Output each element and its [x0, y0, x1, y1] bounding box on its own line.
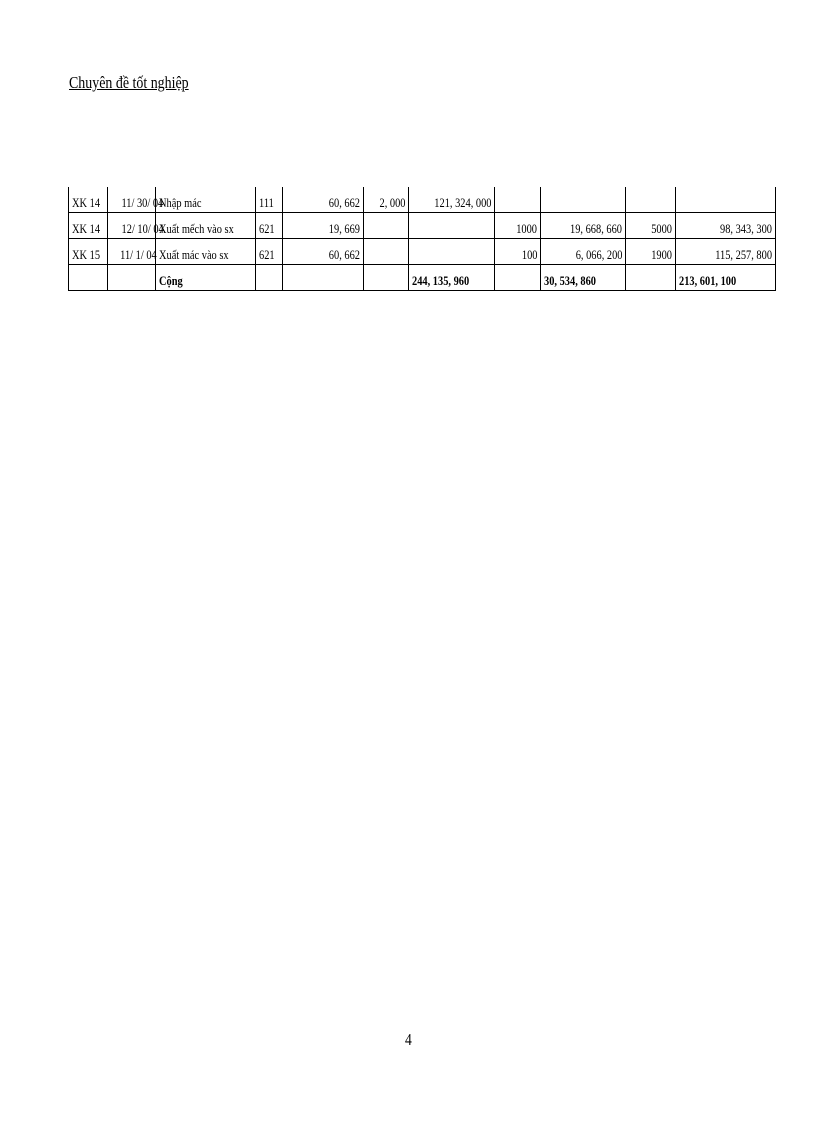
cell-description: Nhập mác: [159, 195, 202, 210]
total-label: Cộng: [159, 273, 183, 288]
cell-out-amount: 6, 066, 200: [575, 247, 622, 262]
page-number: 4: [405, 1030, 412, 1049]
cell-description: Xuất mếch vào sx: [159, 221, 234, 236]
cell-unit-price: 19, 669: [328, 221, 360, 236]
cell-in-amount: 121, 324, 000: [433, 195, 491, 210]
cell-date: 12/ 10/ 04: [121, 221, 164, 236]
cell-voucher: XK 14: [72, 221, 101, 236]
table-total-row: [69, 265, 776, 291]
cell-voucher: XK 15: [72, 247, 101, 262]
cell-out-qty: 1000: [516, 221, 537, 236]
cell-in-qty: 2, 000: [379, 195, 405, 210]
table-row: [69, 187, 776, 213]
cell-date: 11/ 1/ 04: [120, 247, 157, 262]
cell-description: Xuất mác vào sx: [159, 247, 229, 262]
ledger-table: [68, 187, 776, 291]
total-in-amount: 244, 135, 960: [412, 273, 470, 288]
cell-balance-amount: 98, 343, 300: [720, 221, 772, 236]
cell-account: 621: [259, 247, 275, 262]
table-row: [69, 213, 776, 239]
cell-date: 11/ 30/ 04: [121, 195, 164, 210]
cell-unit-price: 60, 662: [328, 195, 360, 210]
ledger-body: [69, 187, 776, 291]
cell-voucher: XK 14: [72, 195, 101, 210]
cell-account: 621: [259, 221, 275, 236]
cell-balance-qty: 1900: [651, 247, 672, 262]
cell-account: 111: [259, 195, 274, 210]
cell-out-amount: 19, 668, 660: [570, 221, 622, 236]
page-header-title: Chuyên đề tốt nghiệp: [69, 73, 189, 92]
total-balance-amount: 213, 601, 100: [679, 273, 737, 288]
cell-unit-price: 60, 662: [328, 247, 360, 262]
cell-out-qty: 100: [521, 247, 537, 262]
cell-balance-qty: 5000: [651, 221, 672, 236]
table-row: [69, 239, 776, 265]
cell-balance-amount: 115, 257, 800: [715, 247, 772, 262]
total-out-amount: 30, 534, 860: [544, 273, 596, 288]
